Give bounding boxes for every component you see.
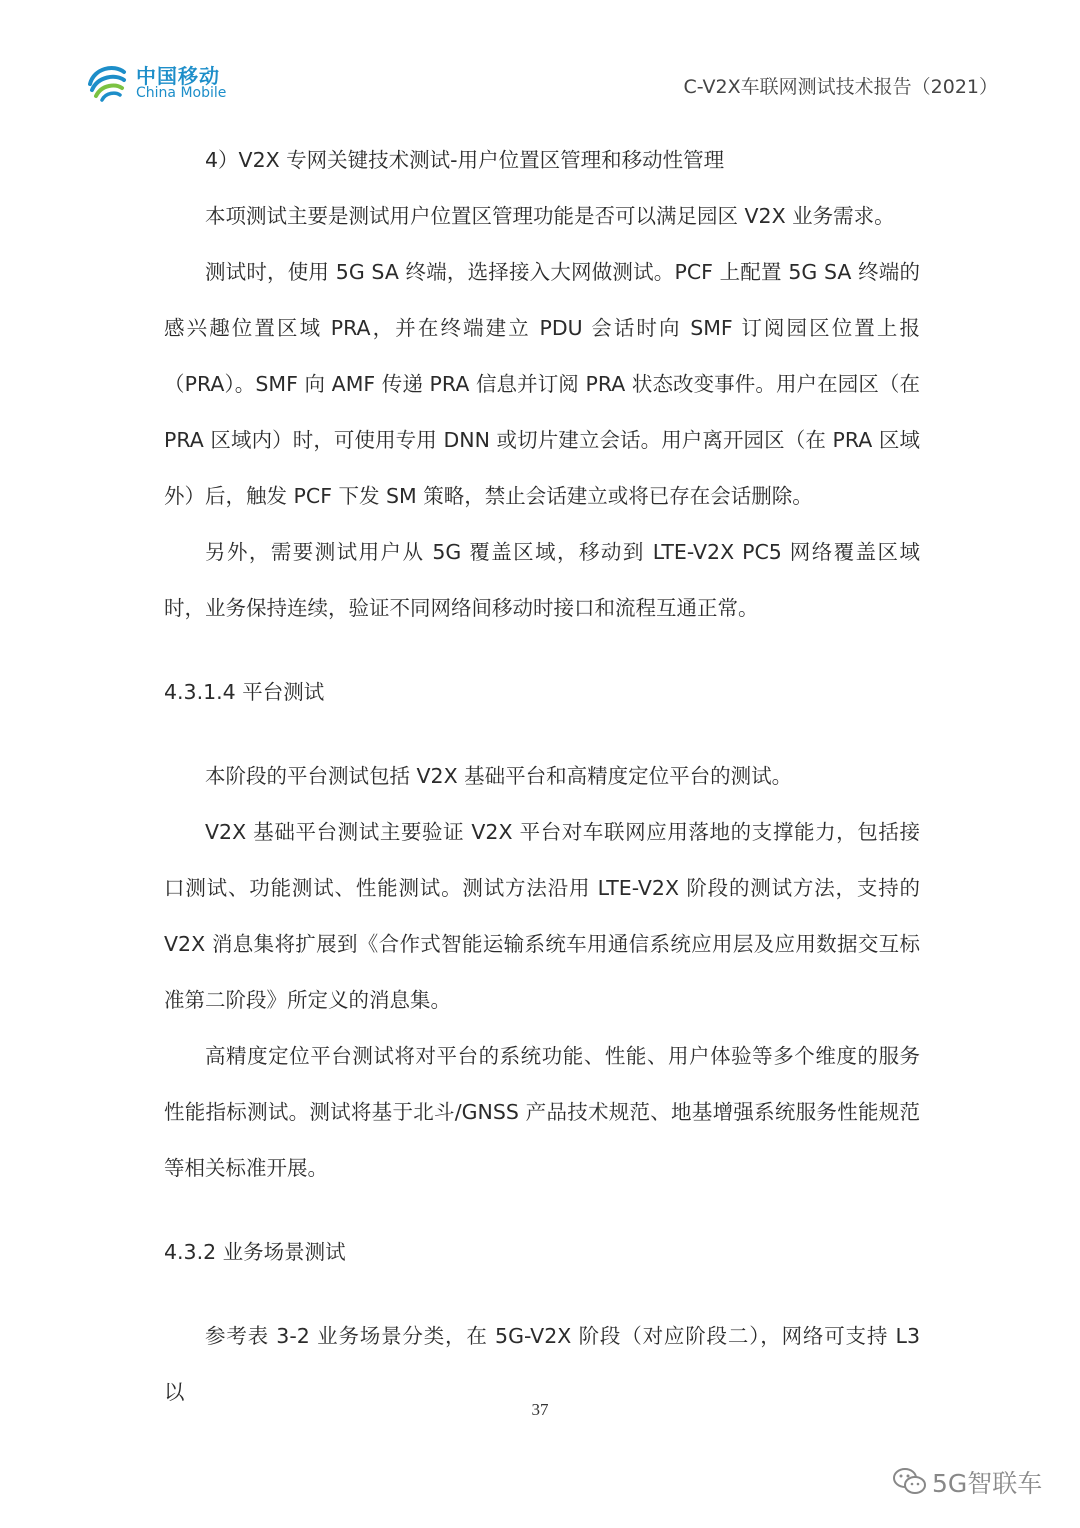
paragraph-test-purpose: 本项测试主要是测试用户位置区管理功能是否可以满足园区 V2X 业务需求。 (205, 204, 895, 228)
paragraph-mobility-test: 另外，需要测试用户从 5G 覆盖区域，移动到 LTE-V2X PC5 网络覆盖区域时，业务保持连续，验证不同网络间移动时接口和流程互通正常。 (164, 540, 920, 620)
section-heading-platform-test: 4.3.1.4 平台测试 (164, 680, 325, 704)
page-header (0, 0, 1080, 120)
paragraph-scenario-reference: 参考表 3-2 业务场景分类，在 5G-V2X 阶段（对应阶段二），网络可支持 L3 以 (164, 1324, 920, 1404)
paragraph-platform-overview: 本阶段的平台测试包括 V2X 基础平台和高精度定位平台的测试。 (205, 764, 793, 788)
china-mobile-logo-icon (84, 58, 130, 104)
china-mobile-logo (84, 58, 234, 108)
paragraph-test-procedure: 测试时，使用 5G SA 终端，选择接入大网做测试。PCF 上配置 5G SA 终端的感兴趣位置区域 PRA，并在终端建立 PDU 会话时向 SMF 订阅园区位置上报（PRA）。SMF 向 AMF 传递 PRA 信息并订阅 PRA 状态改变事件。用户在园区（在 PRA 区域内）时，可使用专用 DNN 或切片建立会话。用户离开园区（在 PRA 区域外）后，触发 PCF 下发 SM 策略，禁止会话建立或将已存在会话删除。 (164, 260, 920, 508)
logo-english-text: China Mobile (136, 85, 227, 101)
paragraph-v2x-private-network: 4）V2X 专网关键技术测试-用户位置区管理和移动性管理 (205, 148, 725, 172)
paragraph-v2x-basic-platform: V2X 基础平台测试主要验证 V2X 平台对车联网应用落地的支撑能力，包括接口测试、功能测试、性能测试。测试方法沿用 LTE-V2X 阶段的测试方法，支持的 V2X 消息集将扩展到《合作式智能运输系统车用通信系统应用层及应用数据交互标准第二阶段》所定义的消息集。 (164, 820, 920, 1012)
page-number: 37 (531, 1400, 549, 1419)
watermark-text: 5G智联车 (932, 1469, 1043, 1498)
section-heading-scenario-test: 4.3.2 业务场景测试 (164, 1240, 346, 1264)
logo-chinese-text: 中国移动 (136, 64, 220, 88)
wechat-icon (892, 1466, 928, 1496)
page-body (164, 132, 920, 1420)
paragraph-hd-positioning-platform: 高精度定位平台测试将对平台的系统功能、性能、用户体验等多个维度的服务性能指标测试。测试将基于北斗/GNSS 产品技术规范、地基增强系统服务性能规范等相关标准开展。 (164, 1044, 920, 1180)
document-title: C-V2X车联网测试技术报告（2021） (683, 76, 998, 98)
